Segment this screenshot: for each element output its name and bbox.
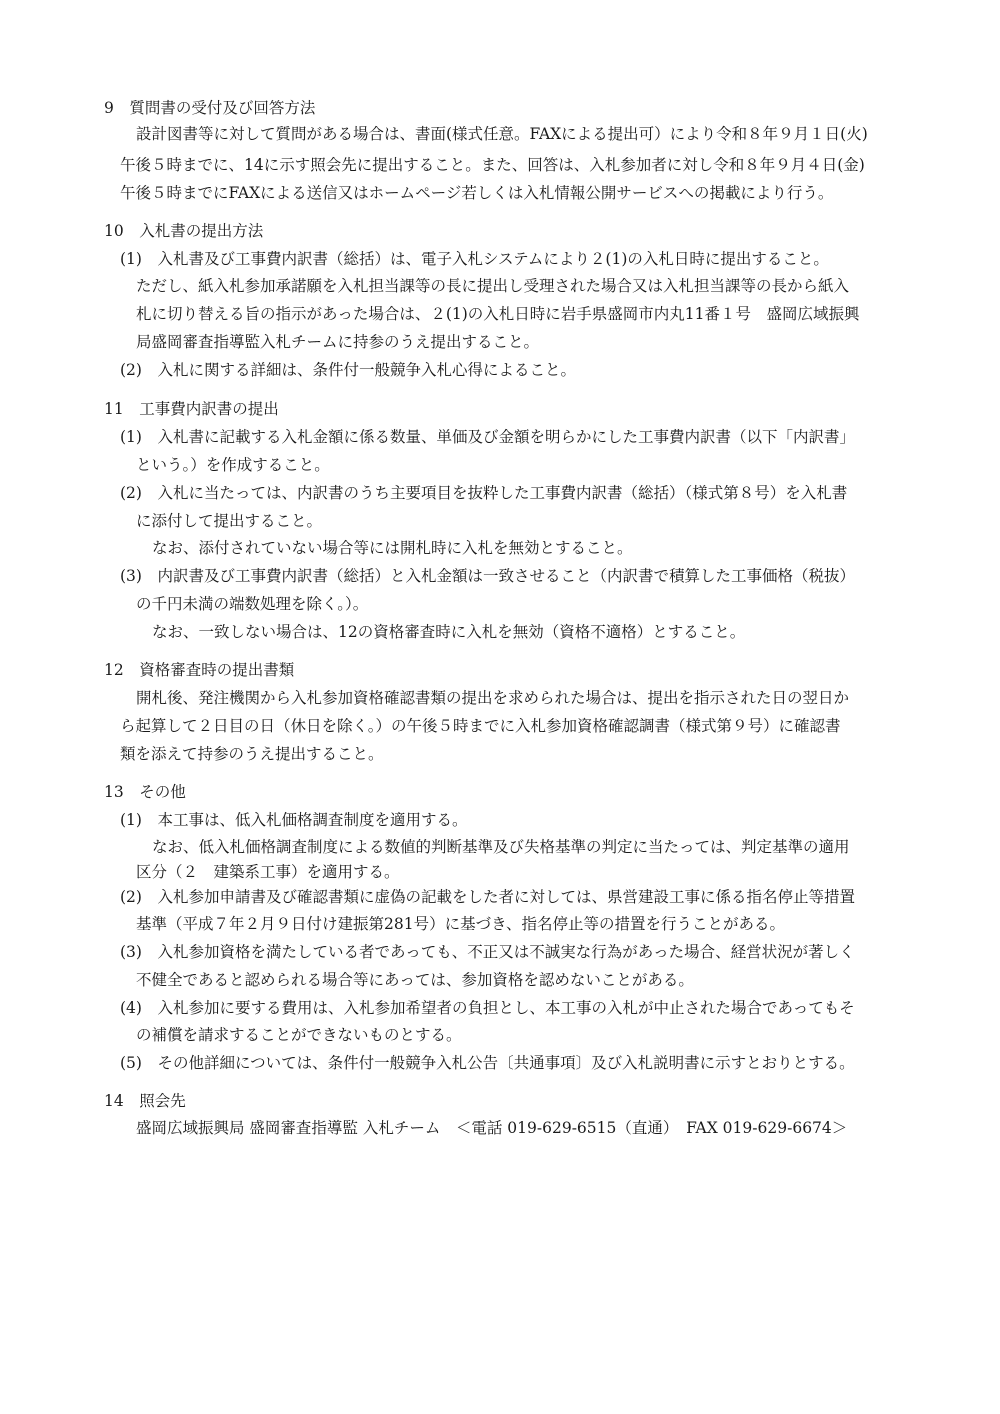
section-11-line: なお、添付されていない場合等には開札時に入札を無効とすること。 bbox=[152, 539, 633, 557]
section-9-heading: 9 質問書の受付及び回答方法 bbox=[104, 99, 316, 117]
section-14-heading: 14 照会先 bbox=[104, 1092, 186, 1110]
section-9-line: 午後５時までに、14に示す照会先に提出すること。また、回答は、入札参加者に対し令和８年９月４日(金) bbox=[120, 156, 865, 174]
section-12-line: ら起算して２日目の日（休日を除く。）の午後５時までに入札参加資格確認調書（様式第９号）に確認書 bbox=[120, 717, 841, 735]
section-10-line: ただし、紙入札参加承諾願を入札担当課等の長に提出し受理された場合又は入札担当課等の長から紙入 bbox=[136, 277, 850, 295]
section-10-line: 局盛岡審査指導監入札チームに持参のうえ提出すること。 bbox=[136, 333, 540, 351]
section-11-item: (3) 内訳書及び工事費内訳書（総括）と入札金額は一致させること（内訳書で積算した工事価格（税抜） bbox=[120, 567, 855, 585]
section-13-line: なお、低入札価格調査制度による数値的判断基準及び失格基準の判定に当たっては、判定基準の適用 bbox=[152, 838, 850, 856]
section-13-item: (5) その他詳細については、条件付一般競争入札公告〔共通事項〕及び入札説明書に示すとおりとする。 bbox=[120, 1054, 855, 1072]
section-11-line: なお、一致しない場合は、12の資格審査時に入札を無効（資格不適格）とすること。 bbox=[152, 623, 746, 641]
section-13-line: 基準（平成７年２月９日付け建振第281号）に基づき、指名停止等の措置を行うことがある。 bbox=[136, 915, 785, 933]
section-11-item: (1) 入札書に記載する入札金額に係る数量、単価及び金額を明らかにした工事費内訳書（以下「内訳書」 bbox=[120, 428, 855, 446]
section-9-line: 設計図書等に対して質問がある場合は、書面(様式任意。FAXによる提出可）により令和８年９月１日(火) bbox=[136, 125, 868, 143]
section-9-line: 午後５時までにFAXによる送信又はホームページ若しくは入札情報公開サービスへの掲載により行う。 bbox=[120, 184, 834, 202]
section-11-line: の千円未満の端数処理を除く。）。 bbox=[136, 595, 369, 613]
section-13-line: 区分（２ 建築系工事）を適用する。 bbox=[136, 863, 400, 881]
section-11-heading: 11 工事費内訳書の提出 bbox=[104, 400, 279, 418]
contact-info: 盛岡広域振興局 盛岡審査指導監 入札チーム ＜電話 019-629-6515（直通） FAX 019-629-6674＞ bbox=[136, 1119, 848, 1137]
section-12-line: 類を添えて持参のうえ提出すること。 bbox=[120, 745, 384, 763]
section-10-item: (2) 入札に関する詳細は、条件付一般競争入札心得によること。 bbox=[120, 361, 576, 379]
section-12-heading: 12 資格審査時の提出書類 bbox=[104, 661, 295, 679]
section-11-item: (2) 入札に当たっては、内訳書のうち主要項目を抜粋した工事費内訳書（総括）（様式第８号）を入札書 bbox=[120, 484, 848, 502]
section-10-line: 札に切り替える旨の指示があった場合は、２(1)の入札日時に岩手県盛岡市内丸11番１号 盛岡広域振興 bbox=[136, 305, 860, 323]
section-10-heading: 10 入札書の提出方法 bbox=[104, 222, 264, 240]
section-13-heading: 13 その他 bbox=[104, 783, 186, 801]
section-10-item: (1) 入札書及び工事費内訳書（総括）は、電子入札システムにより２(1)の入札日時に提出すること。 bbox=[120, 250, 829, 268]
section-13-item: (3) 入札参加資格を満たしている者であっても、不正又は不誠実な行為があった場合、経営状況が著しく bbox=[120, 943, 855, 961]
section-13-item: (2) 入札参加申請書及び確認書類に虚偽の記載をした者に対しては、県営建設工事に係る指名停止等措置 bbox=[120, 888, 855, 906]
section-13-line: 不健全であると認められる場合等にあっては、参加資格を認めないことがある。 bbox=[136, 971, 694, 989]
section-11-line: に添付して提出すること。 bbox=[136, 512, 323, 530]
section-13-item: (1) 本工事は、低入札価格調査制度を適用する。 bbox=[120, 811, 468, 829]
section-13-item: (4) 入札参加に要する費用は、入札参加希望者の負担とし、本工事の入札が中止された場合であってもそ bbox=[120, 999, 855, 1017]
section-12-line: 開札後、発注機関から入札参加資格確認書類の提出を求められた場合は、提出を指示された日の翌日か bbox=[136, 689, 850, 707]
section-11-line: という。）を作成すること。 bbox=[136, 456, 330, 474]
section-13-line: の補償を請求することができないものとする。 bbox=[136, 1026, 462, 1044]
